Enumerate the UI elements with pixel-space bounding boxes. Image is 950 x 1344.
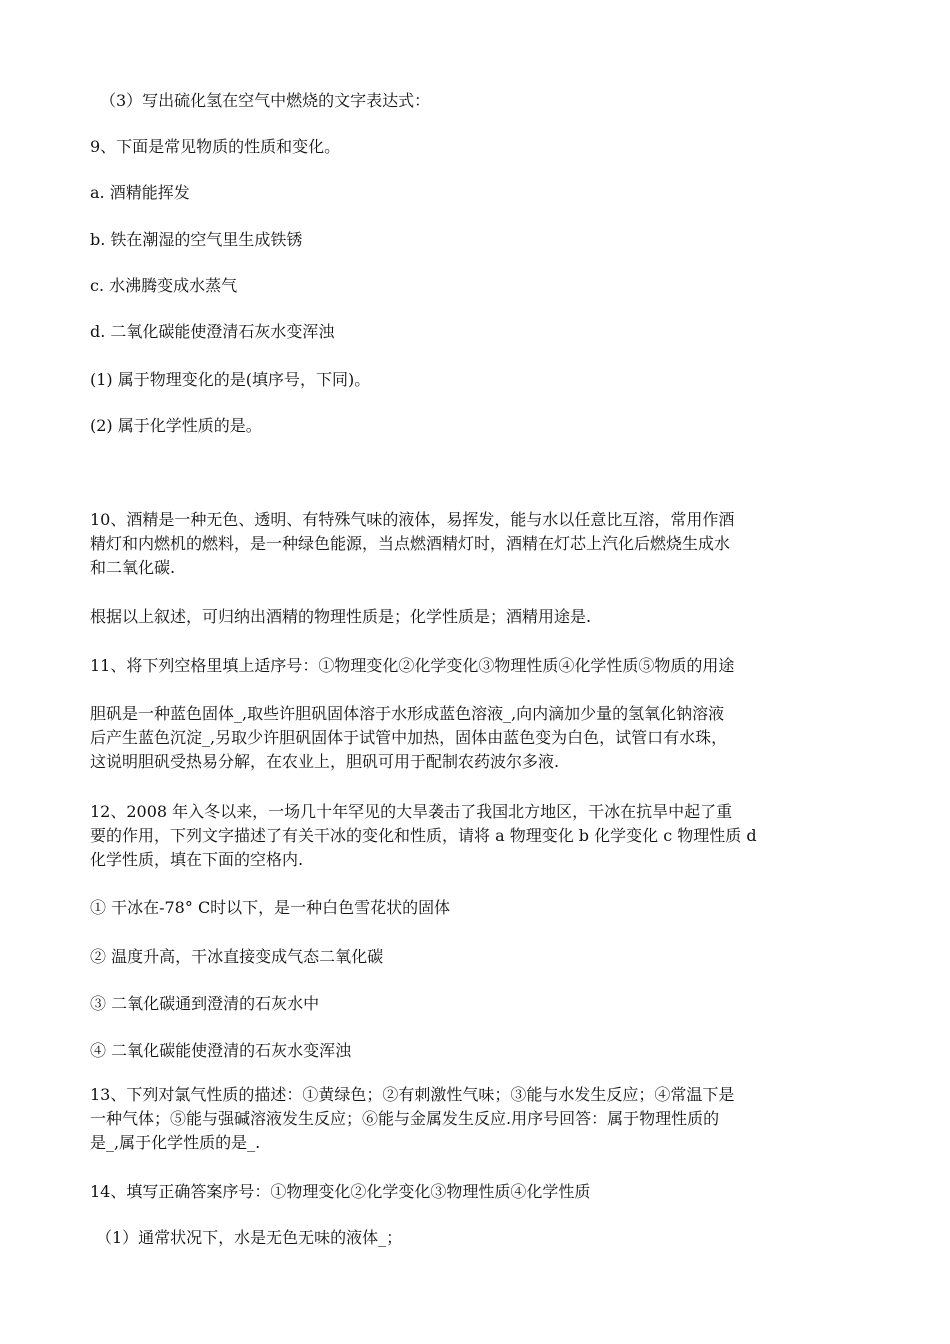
q12-line-3: 化学性质，填在下面的空格内. (90, 850, 304, 869)
q9-sub1: (1) 属于物理变化的是(填序号，下同)。 (90, 370, 371, 389)
q11-line-3: 这说明胆矾受热易分解，在农业上，胆矾可用于配制农药波尔多液. (90, 752, 560, 771)
q10-line-2: 精灯和内燃机的燃料，是一种绿色能源，当点燃酒精灯时，酒精在灯芯上汽化后燃烧生成水 (90, 534, 731, 553)
q11-stem: 11、将下列空格里填上适序号：①物理变化②化学变化③物理性质④化学性质⑤物质的用途 (90, 656, 735, 675)
q14-stem: 14、填写正确答案序号：①物理变化②化学变化③物理性质④化学性质 (90, 1182, 591, 1201)
q11-line-1: 胆矾是一种蓝色固体_,取些许胆矾固体溶于水形成蓝色溶液_,向内滴加少量的氢氧化钠溶液 (90, 704, 725, 723)
q12-item-4: ④ 二氧化碳能使澄清的石灰水变浑浊 (90, 1041, 352, 1060)
q10-line-1: 10、酒精是一种无色、透明、有特殊气味的液体，易挥发，能与水以任意比互溶，常用作酒 (90, 510, 735, 529)
q12-item-3: ③ 二氧化碳通到澄清的石灰水中 (90, 994, 320, 1013)
q8-sub3: （3）写出硫化氢在空气中燃烧的文字表达式： (100, 91, 431, 110)
q10-line-3: 和二氧化碳. (90, 558, 176, 577)
q14-sub1: （1）通常状况下，水是无色无味的液体_； (96, 1228, 403, 1247)
q9-option-b: b. 铁在潮湿的空气里生成铁锈 (90, 230, 303, 249)
q9-option-d: d. 二氧化碳能使澄清石灰水变浑浊 (90, 322, 335, 341)
q13-line-3: 是_,属于化学性质的是_. (90, 1133, 261, 1152)
q12-item-1: ① 干冰在-78° C时以下，是一种白色雪花状的固体 (90, 898, 451, 917)
q12-item-2: ② 温度升高，干冰直接变成气态二氧化碳 (90, 947, 384, 966)
q13-line-1: 13、下列对氯气性质的描述：①黄绿色；②有刺激性气味；③能与水发生反应；④常温下是 (90, 1085, 735, 1104)
q9-stem: 9、下面是常见物质的性质和变化。 (90, 137, 341, 156)
q9-sub2: (2) 属于化学性质的是。 (90, 416, 262, 435)
q11-line-2: 后产生蓝色沉淀_,另取少许胆矾固体于试管中加热，固体由蓝色变为白色，试管口有水珠， (90, 728, 728, 747)
q13-line-2: 一种气体；⑤能与强碱溶液发生反应；⑥能与金属发生反应.用序号回答：属于物理性质的 (90, 1109, 720, 1128)
q10-summary: 根据以上叙述，可归纳出酒精的物理性质是；化学性质是；酒精用途是. (90, 607, 592, 626)
q12-line-2: 要的作用，下列文字描述了有关干冰的变化和性质，请将 a 物理变化 b 化学变化 c 物理性质 d (90, 826, 757, 845)
q9-option-c: c. 水沸腾变成水蒸气 (90, 276, 238, 295)
q12-line-1: 12、2008 年入冬以来，一场几十年罕见的大旱袭击了我国北方地区，干冰在抗旱中起了重 (90, 802, 733, 821)
q9-option-a: a. 酒精能挥发 (90, 183, 190, 202)
